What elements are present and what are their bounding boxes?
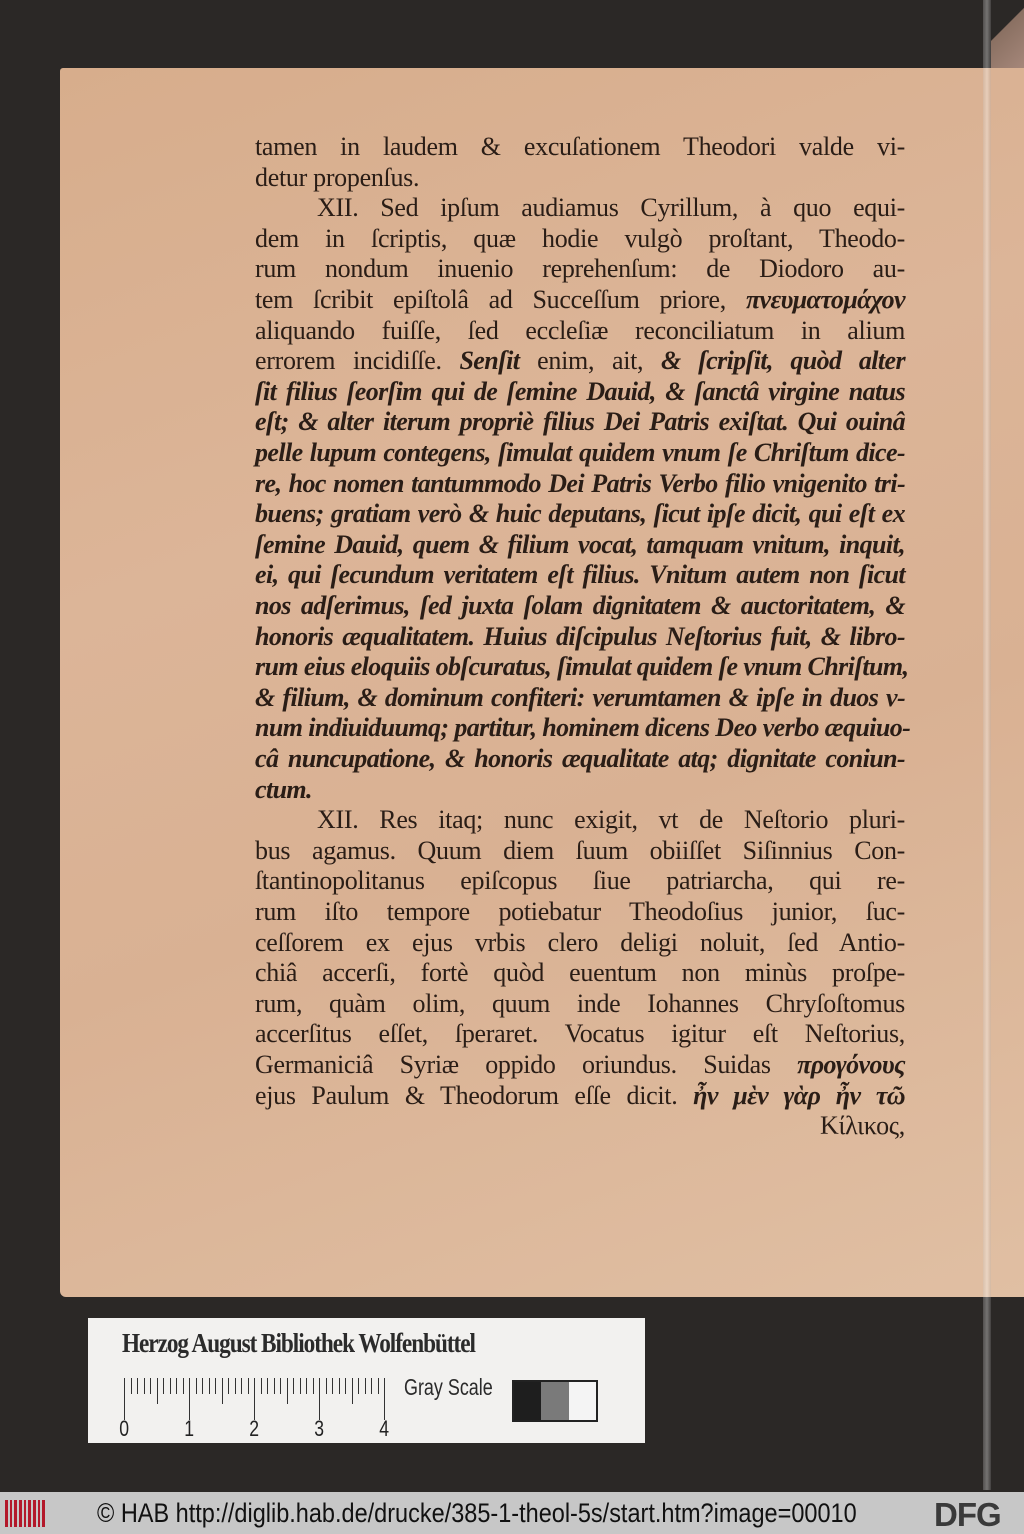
roman-text: XII. Sed ipſum audiamus Cyrillum, à quo equi-	[317, 193, 905, 223]
ruler-tick	[137, 1378, 138, 1394]
italic-text: ſemine Dauid, quem & filium vocat, tamquam vnitum, inquit,	[255, 529, 905, 559]
text-line	[255, 897, 905, 927]
roman-text: aliquando fuiſſe, ſed eccleſiæ reconciliatum in alium	[255, 315, 905, 345]
italic-text: buens; gratiam verò & huic deputans, ſicut ipſe dicit, qui eſt ex	[255, 499, 905, 529]
ruler-tick	[345, 1378, 346, 1394]
dfg-logo: DFG	[934, 1496, 1001, 1533]
gray-scale-label: Gray Scale	[404, 1374, 493, 1400]
text-line	[255, 836, 905, 866]
text-line	[255, 713, 911, 743]
ruler-tick	[215, 1378, 216, 1394]
source-url[interactable]: © HAB http://diglib.hab.de/drucke/385-1-theol-5s/start.htm?image=00010	[97, 1498, 857, 1528]
roman-text: errorem incidiſſe.	[255, 346, 460, 376]
ruler-tick	[150, 1378, 151, 1394]
text-line	[255, 1081, 905, 1111]
ruler-tick	[124, 1378, 125, 1420]
ruler-tick	[352, 1378, 353, 1404]
ruler-tick	[313, 1378, 314, 1394]
roman-text: dem in ſcriptis, quæ hodie vulgò proſtant, Theodo-	[255, 223, 905, 253]
ruler-tick	[267, 1378, 268, 1394]
ruler-tick	[163, 1378, 164, 1394]
ruler-number: 1	[184, 1416, 195, 1441]
text-line	[255, 928, 905, 958]
text-line	[255, 989, 905, 1019]
roman-text: accerſitus eſſet, ſperaret. Vocatus igitur eſt Neſtorius,	[255, 1019, 905, 1049]
text-line	[255, 224, 905, 254]
text-line	[255, 377, 905, 407]
roman-text: tamen in laudem & excuſationem Theodori valde vi-	[255, 132, 905, 161]
ruler-tick	[144, 1378, 145, 1394]
ruler-tick	[384, 1378, 385, 1420]
ruler-tick	[319, 1378, 320, 1420]
text-line	[255, 1019, 905, 1049]
text-line	[255, 683, 905, 713]
text-line	[255, 591, 905, 621]
text-line	[255, 407, 905, 437]
text-line	[255, 560, 905, 590]
italic-text: pelle lupum contegens, ſimulat quidem vnum ſe Chriſtum dice-	[255, 438, 905, 467]
ruler-tick	[157, 1378, 158, 1404]
gray-swatch	[541, 1382, 568, 1420]
ruler-tick	[274, 1378, 275, 1394]
centimeter-ruler	[124, 1378, 390, 1420]
ruler-tick	[176, 1378, 177, 1394]
italic-text: câ nuncupatione, & honoris æqualitate atq; dignitate coniun-	[255, 744, 905, 773]
italic-text: honoris æqualitatem. Huius diſcipulus Neſtorius fuit, & libro-	[255, 621, 905, 651]
ruler-tick	[241, 1378, 242, 1394]
hab-logo-icon	[5, 1500, 45, 1527]
text-line	[255, 1050, 905, 1080]
ruler-tick	[280, 1378, 281, 1394]
roman-text: tem ſcribit epiſtolâ ad Succeſſum priore,	[255, 285, 746, 314]
footer-bar	[0, 1492, 1024, 1534]
italic-text: eſt; & alter iterum propriè filius Dei Patris exiſtat. Qui ouinâ	[255, 407, 905, 437]
ruler-tick	[189, 1378, 190, 1420]
text-line	[255, 316, 905, 346]
roman-text: rum, quàm olim, quum inde Iohannes Chryſoſtomus	[255, 988, 905, 1018]
text-line	[255, 530, 905, 560]
ruler-tick	[183, 1378, 184, 1394]
roman-text: XII. Res itaq; nunc exigit, vt de Neſtorio pluri-	[317, 805, 905, 835]
ruler-tick	[300, 1378, 301, 1394]
roman-text: Κίλικος,	[820, 1111, 905, 1141]
gray-swatch	[514, 1382, 541, 1420]
italic-text: rum eius eloquiis obſcuratus, ſimulat quidem ſe vnum Chriſtum,	[255, 652, 909, 682]
ruler-tick	[332, 1378, 333, 1394]
roman-text: bus agamus. Quum diem ſuum obiiſſet Siſinnius Con-	[255, 835, 905, 865]
text-line	[255, 346, 905, 376]
roman-text: rum iſto tempore potiebatur Theodoſius junior, ſuc-	[255, 897, 905, 926]
text-line	[255, 193, 905, 223]
ruler-tick	[254, 1378, 255, 1420]
ruler-tick	[287, 1378, 288, 1404]
roman-text: ejus Paulum & Theodorum eſſe dicit.	[255, 1080, 694, 1110]
italic-text: ἦν μὲν γὰρ ἦν τῶ	[693, 1080, 905, 1110]
italic-text: re, hoc nomen tantummodo Dei Patris Verbo filio vnigenito tri-	[255, 468, 905, 498]
roman-text: enim, ait,	[519, 346, 662, 376]
roman-text: detur propenſus.	[255, 162, 420, 192]
ruler-tick	[378, 1378, 379, 1394]
text-line	[255, 775, 905, 805]
text-line	[255, 132, 905, 162]
ruler-tick	[222, 1378, 223, 1404]
ruler-tick	[228, 1378, 229, 1394]
text-line	[255, 499, 905, 529]
ruler-tick	[261, 1378, 262, 1394]
gray-swatch	[569, 1382, 596, 1420]
ruler-number: 4	[379, 1416, 390, 1441]
ruler-tick	[248, 1378, 249, 1394]
ruler-tick	[365, 1378, 366, 1394]
roman-text: chiâ accerſi, fortè quòd euentum non minùs proſpe-	[255, 958, 905, 988]
gray-scale-swatches	[512, 1380, 598, 1422]
ruler-tick	[358, 1378, 359, 1394]
text-line	[255, 958, 905, 988]
text-line	[255, 438, 905, 468]
ruler-tick	[293, 1378, 294, 1394]
ruler-tick	[306, 1378, 307, 1394]
italic-text: & filium, & dominum confiteri: verumtamen & ipſe in duos v-	[255, 682, 905, 712]
roman-text: Germaniciâ Syriæ oppido oriundus. Suidas	[255, 1050, 798, 1079]
italic-text: προγόνους	[797, 1050, 905, 1079]
italic-text: num indiuiduumq; partitur, hominem dicens Deo verbo æquiuo-	[255, 713, 911, 743]
ruler-tick	[339, 1378, 340, 1394]
ruler-tick	[326, 1378, 327, 1394]
text-line	[255, 1111, 905, 1141]
ruler-tick	[131, 1378, 132, 1394]
italic-text: ſit filius ſeorſim qui de ſemine Dauid, & ſanctâ virgine natus	[255, 376, 905, 406]
ruler-tick	[202, 1378, 203, 1394]
text-line	[255, 866, 905, 896]
italic-text: nos adſerimus, ſed juxta ſolam dignitatem & auctoritatem, &	[255, 591, 905, 620]
glass-plate-edge	[983, 0, 991, 1490]
color-scale-card	[88, 1318, 645, 1443]
ruler-number: 3	[314, 1416, 325, 1441]
ruler-tick	[209, 1378, 210, 1394]
roman-text: ſtantinopolitanus epiſcopus ſiue patriarcha, qui re-	[255, 866, 905, 896]
text-line	[255, 622, 905, 652]
text-line	[255, 805, 905, 835]
text-line	[255, 285, 905, 315]
ruler-number: 2	[249, 1416, 260, 1441]
text-line	[255, 254, 905, 284]
ruler-tick	[170, 1378, 171, 1394]
text-line	[255, 163, 905, 193]
text-line	[255, 744, 905, 774]
italic-text: & ſcripſit, quòd alter	[661, 346, 905, 376]
text-line	[255, 652, 909, 682]
italic-text: πνευματομάχον	[745, 285, 905, 314]
ruler-number: 0	[119, 1416, 130, 1441]
text-line	[255, 469, 905, 499]
ruler-tick	[371, 1378, 372, 1394]
italic-text: Senſit	[459, 346, 520, 376]
library-name: Herzog August Bibliothek Wolfenbüttel	[122, 1328, 475, 1358]
page-corner	[991, 0, 1024, 68]
italic-text: ei, qui ſecundum veritatem eſt filius. Vnitum autem non ſicut	[255, 560, 905, 590]
ruler-tick	[196, 1378, 197, 1394]
roman-text: ceſſorem ex ejus vrbis clero deligi noluit, ſed Antio-	[255, 927, 905, 957]
italic-text: ctum.	[255, 774, 312, 804]
roman-text: rum nondum inuenio reprehenſum: de Diodoro au-	[255, 254, 905, 284]
ruler-tick	[235, 1378, 236, 1394]
